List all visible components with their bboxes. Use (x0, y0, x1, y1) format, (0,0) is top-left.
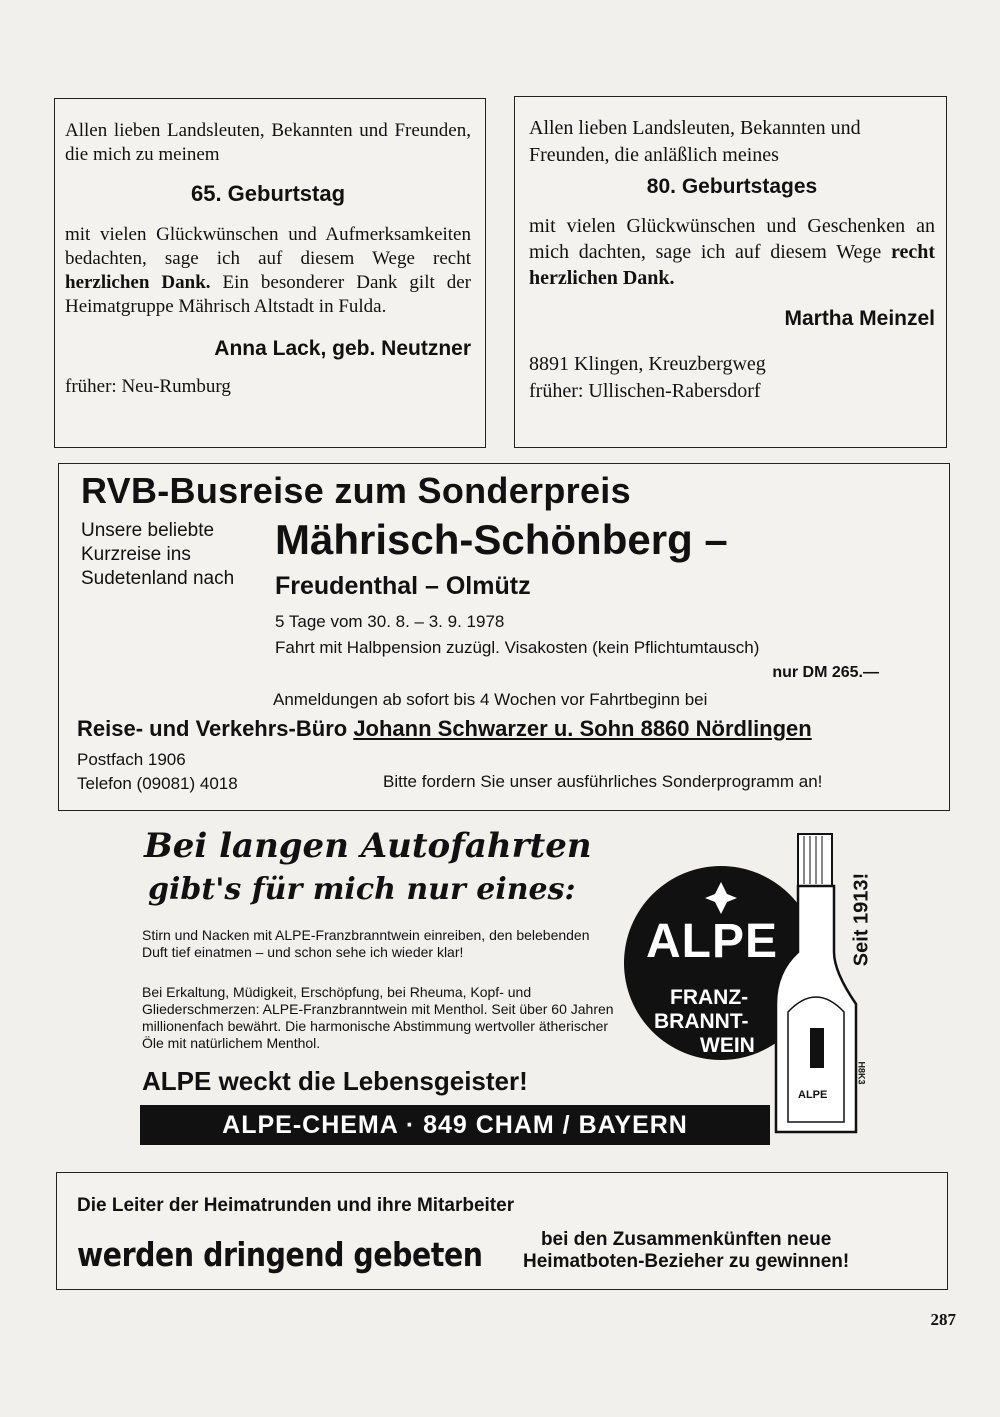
rvb-registration: Anmeldungen ab sofort bis 4 Wochen vor Fahrtbeginn bei (273, 690, 708, 709)
leiter-line-1: Die Leiter der Heimatrunden und ihre Mitarbeiter (77, 1195, 515, 1216)
rvb-postfach: Postfach 1906 (77, 750, 186, 769)
rvb-price: nur DM 265.— (772, 664, 879, 681)
ann2-occasion: 80. Geburtstages (646, 175, 818, 198)
rvb-board: Fahrt mit Halbpension zuzügl. Visakosten (kein Pflichtumtausch) (275, 638, 760, 657)
leiter-line-3 (523, 1229, 849, 1273)
ann2-name: Martha Meinzel (784, 307, 935, 330)
rvb-dates: 5 Tage vom 30. 8. – 3. 9. 1978 (275, 612, 505, 631)
ann2-origin: früher: Ullischen-Rabersdorf (529, 380, 761, 402)
rvb-title: RVB-Busreise zum Sonderpreis (81, 470, 631, 511)
alpe-slogan: ALPE weckt die Lebensgeister! (142, 1066, 528, 1096)
ann1-occasion: 65. Geburtstag (190, 181, 346, 206)
alpe-headline-1: Bei langen Autofahrten (144, 826, 592, 866)
rvb-intro: Unsere beliebte Kurzreise ins Sudetenland nach (81, 520, 235, 589)
alpe-para-1: Stirn und Nacken mit ALPE-Franzbranntwein einreiben, den belebenden Duft tief einatmen – und schon sehe ich wieder klar! (142, 927, 590, 960)
ann1-intro: Allen lieben Landsleuten, Bekannten und Freunden, die mich zu meinem (65, 120, 471, 165)
alpe-logo-text: ALPE (646, 915, 779, 968)
page-number: 287 (930, 1310, 956, 1329)
alpe-bottle-label: ALPE (798, 1089, 828, 1101)
rvb-agency-prefix: Reise- und Verkehrs-Büro (77, 716, 348, 741)
ann1-origin: früher: Neu-Rumburg (65, 376, 231, 397)
alpe-headline-2: gibt's für mich nur eines: (148, 872, 576, 907)
ann2-intro: Allen lieben Landsleuten, Bekannten und Freunden, die anläßlich meines (529, 117, 861, 166)
ann1-body-post: Ein besonderer Dank gilt der Heimatgruppe Mährisch Altstadt in Fulda. (65, 272, 472, 317)
alpe-since: Seit 1913! (850, 872, 873, 967)
ann1-body-bold: herzlichen Dank. (65, 272, 211, 293)
rvb-agency (77, 716, 812, 742)
alpe-cross-icon (703, 880, 739, 916)
alpe-product-2: BRANNT- (654, 1010, 749, 1033)
alpe-para-2: Bei Erkaltung, Müdigkeit, Erschöpfung, bei Rheuma, Kopf- und Gliederschmerzen: ALPE-Franzbranntwein mit Menthol. Seit über 60 Jahren millionenfach bewährt. Die harmonische Abstimmung wertvoller ätherischer Öle mit natürlichem Menthol. (142, 984, 614, 1051)
leiter-line-3b: Heimatboten-Bezieher zu gewinnen! (523, 1251, 850, 1272)
ann2-body-pre: mit vielen Glückwünschen und Geschenken an mich dachten, sage ich auf diesem Wege (529, 215, 935, 263)
announcement-80-birthday (514, 96, 947, 448)
rvb-agency-name: Johann Schwarzer u. Sohn 8860 Nördlingen (353, 716, 812, 741)
ann2-address: 8891 Klingen, Kreuzbergweg (529, 353, 766, 375)
heimatrunden-appeal (56, 1172, 948, 1290)
rvb-cta: Bitte fordern Sie unser ausführliches Sonderprogramm an! (383, 772, 823, 791)
alpe-code: H8K3 (856, 1061, 867, 1085)
leiter-line-2: werden dringend gebeten (77, 1235, 483, 1274)
alpe-company-bar: ALPE-CHEMA · 849 CHAM / BAYERN (140, 1105, 770, 1145)
ann1-name: Anna Lack, geb. Neutzner (214, 337, 471, 360)
alpe-product-1: FRANZ- (670, 986, 749, 1009)
ann1-body-pre: mit vielen Glückwünschen und Aufmerksamkeiten bedachten, sage ich auf diesem Wege recht (65, 224, 471, 269)
rvb-destination-2: Freudenthal – Olmütz (275, 572, 531, 600)
ann2-body-bold: recht herzlichen Dank. (529, 241, 935, 289)
rvb-telefon: Telefon (09081) 4018 (77, 774, 238, 793)
alpe-product-3: WEIN (700, 1034, 755, 1057)
ann1-body (65, 223, 471, 319)
rvb-bus-trip-ad (58, 463, 950, 811)
ann2-body (529, 213, 935, 291)
leiter-line-3a: bei den Zusammenkünften neue (540, 1229, 832, 1250)
rvb-destination: Mährisch-Schönberg – (275, 516, 728, 563)
announcement-65-birthday (54, 98, 486, 448)
